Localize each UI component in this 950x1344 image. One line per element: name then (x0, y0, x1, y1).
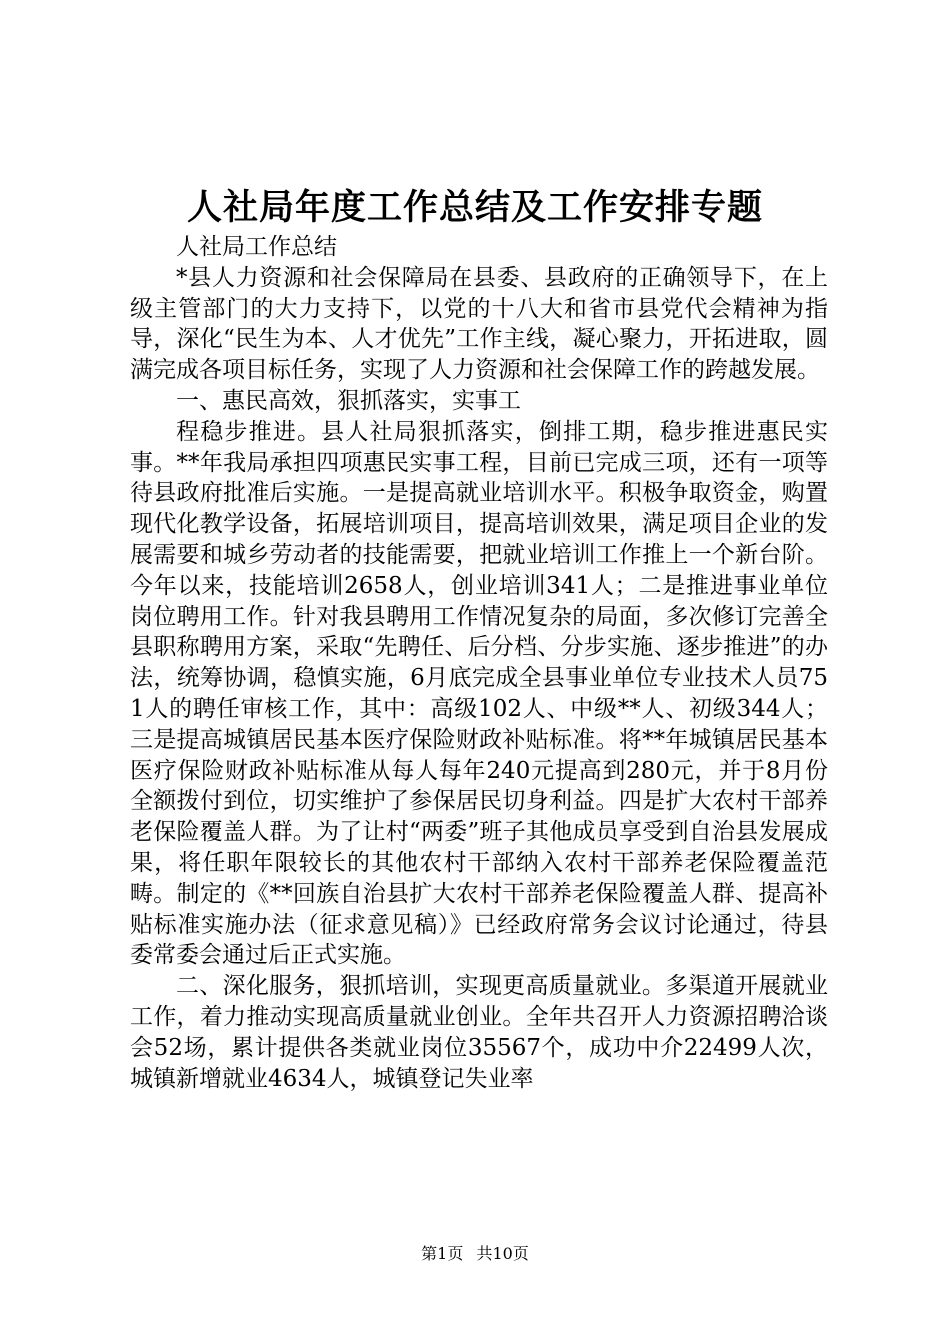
page-total: 共10页 (476, 1244, 529, 1263)
paragraph-intro: *县人力资源和社会保障局在县委、县政府的正确领导下，在上级主管部门的大力支持下，以党的十八大和省市县党代会精神为指导，深化“民生为本、人才优先”工作主线，凝心聚力，开拓进取，圆满完成各项目标任务，实现了人力资源和社会保障工作的跨越发展。 (130, 264, 828, 384)
section-heading: 人社局工作总结 (176, 234, 337, 260)
paragraph-section-one-body: 程稳步推进。县人社局狠抓落实，倒排工期，稳步推进惠民实事。**年我局承担四项惠民实事工程，目前已完成三项，还有一项等待县政府批准后实施。一是提高就业培训水平。积极争取资金，购置现代化教学设备，拓展培训项目，提高培训效果，满足项目企业的发展需要和城乡劳动者的技能需要，把就业培训工作推上一个新台阶。今年以来，技能培训2658人，创业培训341人；二是推进事业单位岗位聘用工作。针对我县聘用工作情况复杂的局面，多次修订完善全县职称聘用方案，采取“先聘任、后分档、分步实施、逐步推进”的办法，统筹协调，稳慎实施，6月底完成全县事业单位专业技术人员751人的聘任审核工作，其中：高级102人、中级**人、初级344人；三是提高城镇居民基本医疗保险财政补贴标准。将**年城镇居民基本医疗保险财政补贴标准从每人每年240元提高到280元，并于8月份全额拨付到位，切实维护了参保居民切身利益。四是扩大农村干部养老保险覆盖人群。为了让村“两委”班子其他成员享受到自治县发展成果，将任职年限较长的其他农村干部纳入农村干部养老保险覆盖范畴。制定的《**回族自治县扩大农村干部养老保险覆盖人群、提高补贴标准实施办法（征求意见稿）》已经政府常务会议讨论通过，待县委常委会通过后正式实施。 (130, 418, 828, 969)
paragraph-section-one-heading: 一、惠民高效，狠抓落实，实事工 (176, 387, 521, 414)
document-body (130, 232, 828, 1094)
document-title: 人社局年度工作总结及工作安排专题 (186, 187, 763, 228)
page-number: 第1页 (421, 1244, 464, 1263)
paragraph-section-two: 二、深化服务，狠抓培训，实现更高质量就业。多渠道开展就业工作，着力推动实现高质量就业创业。全年共召开人力资源招聘洽谈会52场，累计提供各类就业岗位35567个，成功中介22499人次，城镇新增就业4634人，城镇登记失业率 (130, 973, 828, 1092)
page-footer (0, 1244, 950, 1264)
